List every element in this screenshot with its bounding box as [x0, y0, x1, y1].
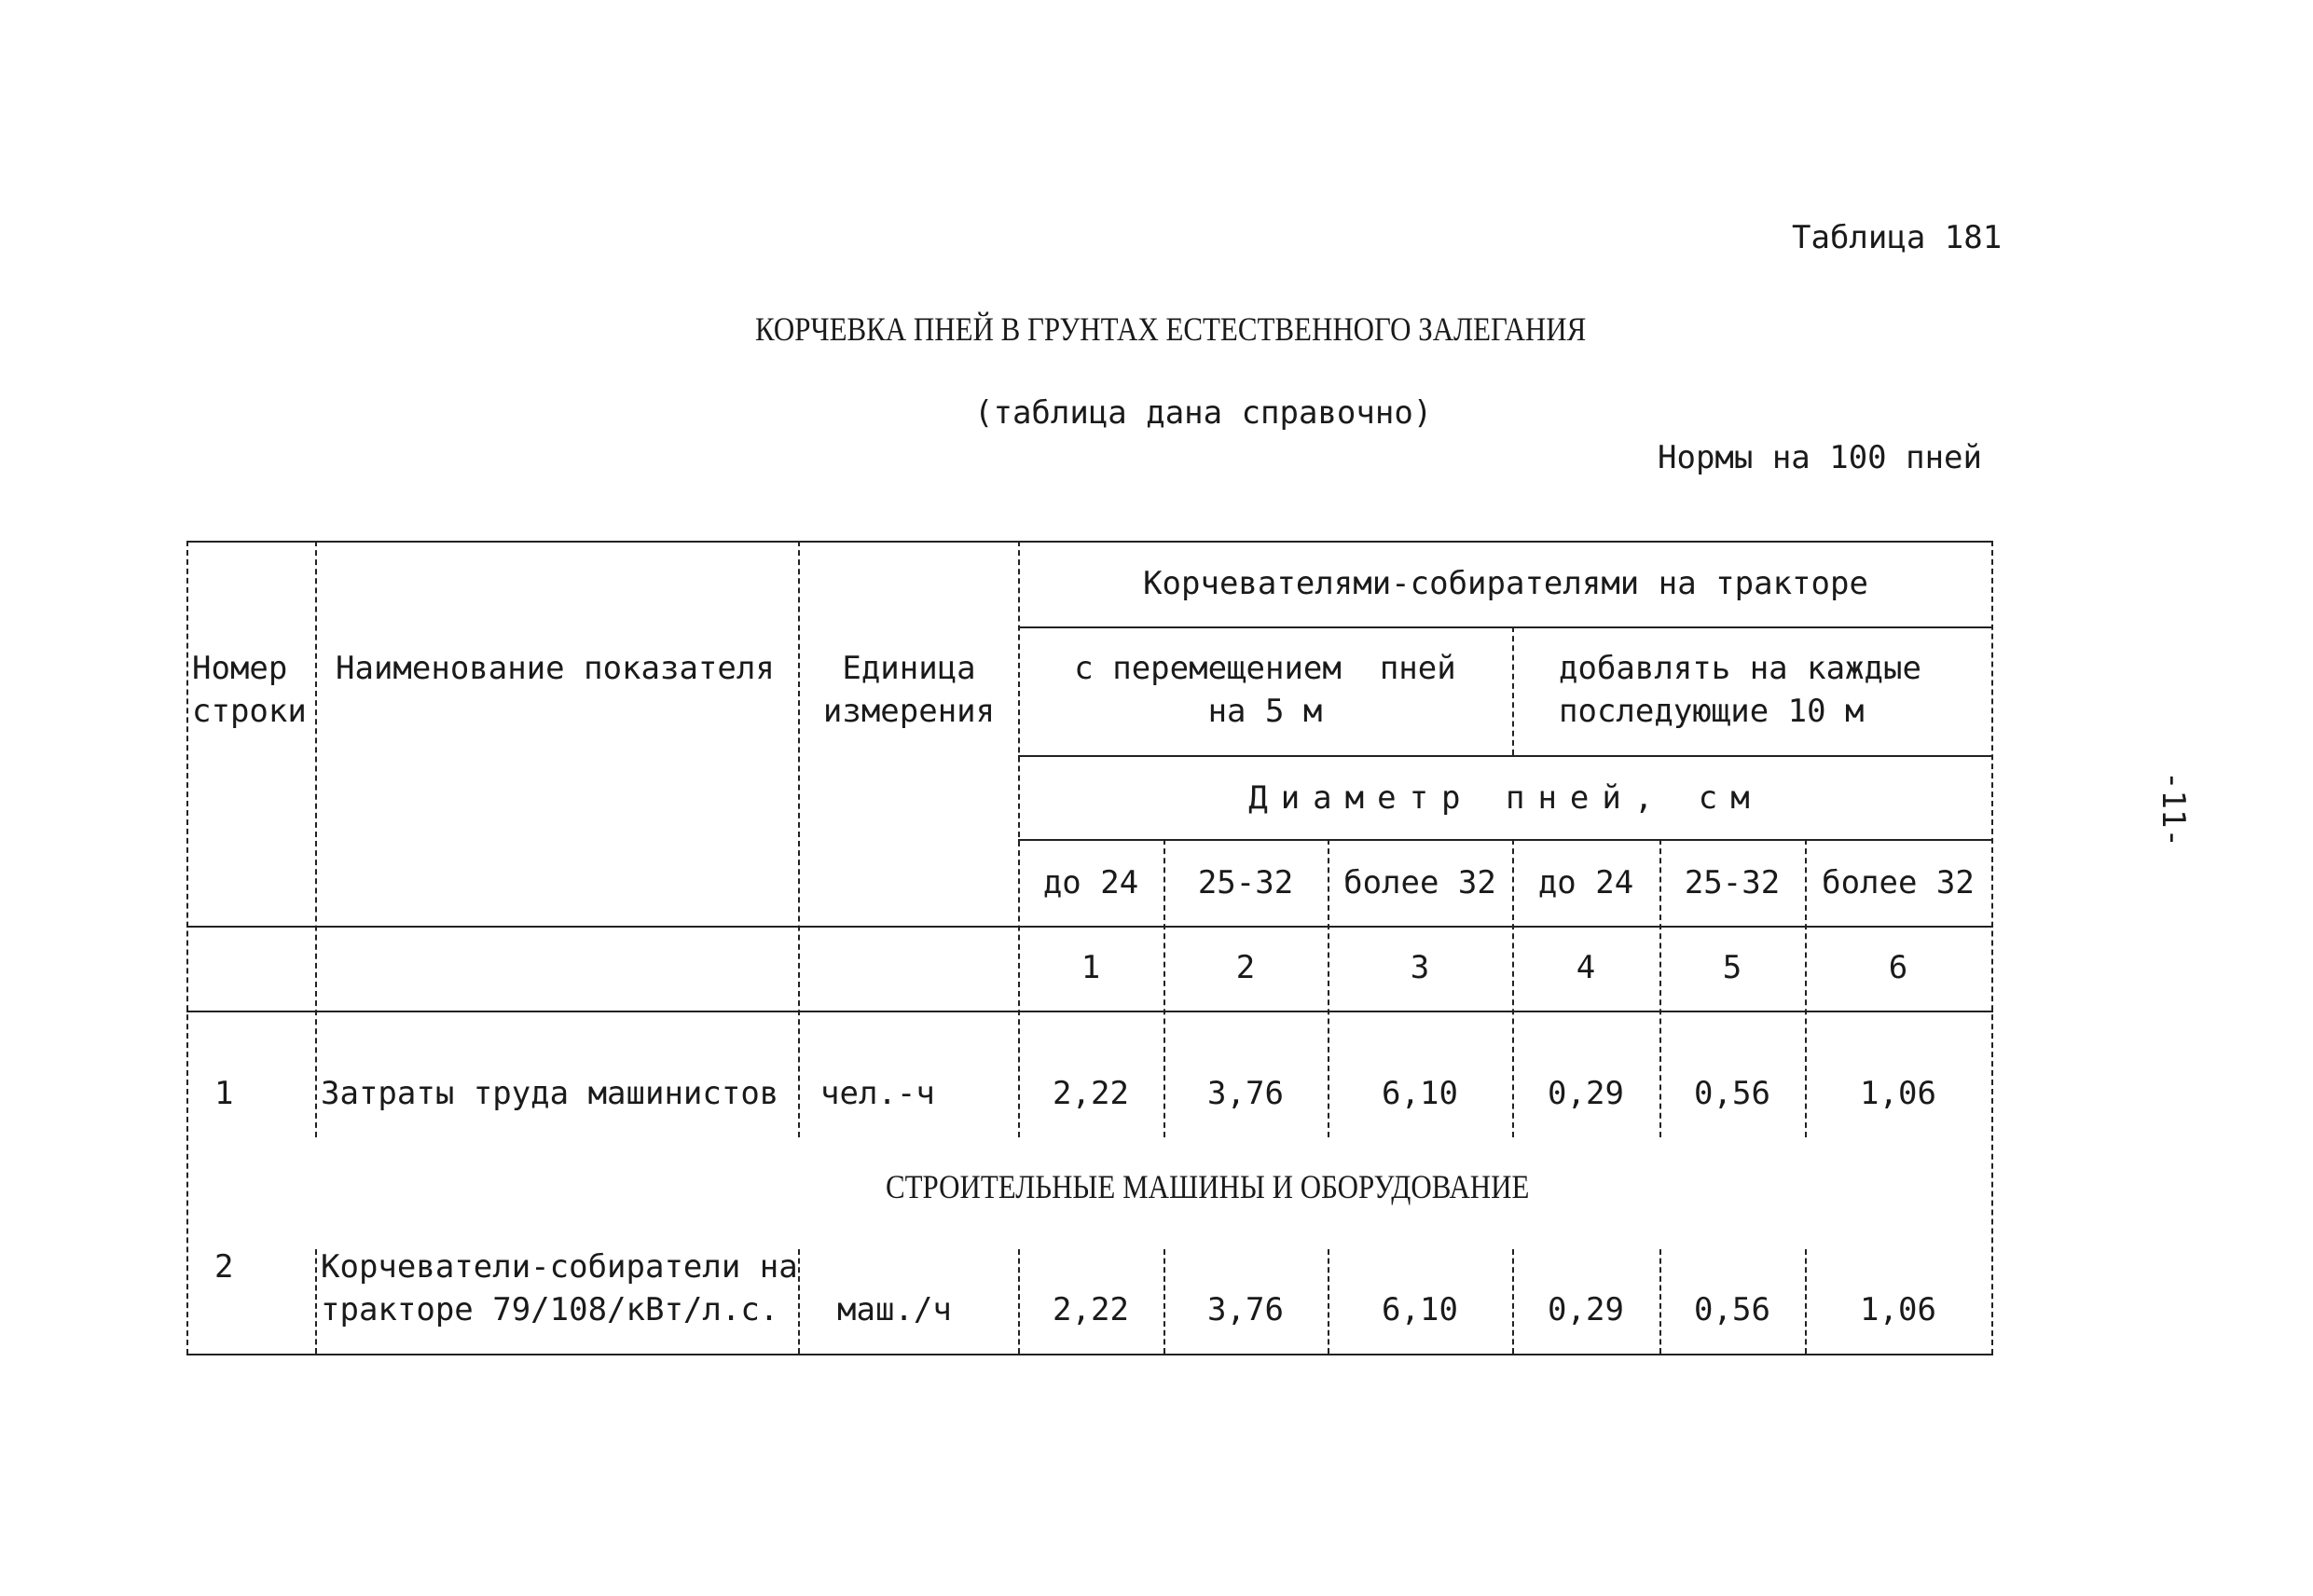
- row-value-2: 3,76: [1207, 1291, 1284, 1328]
- group-header: Корчевателями-собирателями на тракторе: [1143, 565, 1868, 602]
- subgroup-header-2-line2: последующие 10 м: [1559, 693, 1865, 730]
- diameter-col-2: 25-32: [1197, 864, 1294, 901]
- diameter-col-6: более 32: [1822, 864, 1975, 901]
- col-divider-3: [1018, 541, 1020, 1137]
- row-number: 1: [214, 1075, 234, 1112]
- row-value-2: 3,76: [1207, 1075, 1284, 1112]
- row-value-5: 0,56: [1694, 1291, 1770, 1328]
- col-divider-2: [798, 541, 800, 1137]
- col-number-1: 1: [1081, 949, 1101, 986]
- row-unit: маш./ч: [837, 1291, 952, 1328]
- diameter-col-5: 25-32: [1684, 864, 1781, 901]
- col-number-2: 2: [1235, 949, 1256, 986]
- col-divider-2b: [798, 1249, 800, 1354]
- col-number-4: 4: [1576, 949, 1596, 986]
- col-number-3: 3: [1410, 949, 1430, 986]
- document-subtitle: (таблица дана справочно): [974, 394, 1433, 432]
- table-border-left: [186, 541, 188, 1355]
- norms-label: Нормы на 100 пней: [1658, 439, 1982, 476]
- column-numbers-bottom-line: [186, 1011, 1993, 1012]
- header-unit-line2: измерения: [822, 693, 996, 730]
- row-value-1: 2,22: [1053, 1291, 1129, 1328]
- row-value-3: 6,10: [1382, 1291, 1458, 1328]
- col-divider-1b: [315, 1249, 317, 1354]
- page-number: -11-: [2154, 771, 2192, 847]
- table-border-bottom: [186, 1354, 1993, 1355]
- subgroup-header-2-line1: добавлять на каждые: [1559, 650, 1921, 687]
- col-number-5: 5: [1722, 949, 1742, 986]
- subgroup-header-2: [1559, 647, 1921, 733]
- table-border-top: [186, 541, 1993, 543]
- row-number: 2: [214, 1248, 234, 1286]
- row-unit: чел.-ч: [820, 1075, 935, 1112]
- row-value-1: 2,22: [1053, 1075, 1129, 1112]
- header-row-number-line2: строки: [192, 693, 307, 730]
- subgroup-header-1: [1018, 647, 1512, 733]
- subgroup-header-1-line2: на 5 м: [1207, 693, 1323, 730]
- subgroup-divider: [1018, 755, 1993, 757]
- diameter-header: Диаметр пней, см: [1248, 779, 1763, 817]
- row-indicator-name-line2: тракторе 79/108/кВт/л.с.: [321, 1291, 779, 1328]
- row-value-6: 1,06: [1860, 1291, 1936, 1328]
- table-label: Таблица 181: [1792, 219, 2003, 256]
- row-indicator-name: Затраты труда машинистов: [321, 1075, 779, 1112]
- header-unit-line1: Единица: [842, 650, 976, 687]
- diameter-col-4: до 24: [1537, 864, 1634, 901]
- header-unit: [820, 647, 998, 733]
- row-value-4: 0,29: [1548, 1075, 1624, 1112]
- document-title: КОРЧЕВКА ПНЕЙ В ГРУНТАХ ЕСТЕСТВЕННОГО ЗАЛЕГАНИЯ: [755, 310, 1587, 348]
- row-value-6: 1,06: [1860, 1075, 1936, 1112]
- col-number-6: 6: [1888, 949, 1908, 986]
- row-value-3: 6,10: [1382, 1075, 1458, 1112]
- diameter-col-1: до 24: [1042, 864, 1139, 901]
- row-value-5: 0,56: [1694, 1075, 1770, 1112]
- row-indicator-name-line1: Корчеватели-собиратели на: [321, 1248, 798, 1286]
- subgroup-vertical: [1512, 626, 1514, 755]
- row-indicator-name: [321, 1245, 798, 1331]
- header-indicator-name: Наименование показателя: [336, 650, 775, 687]
- subgroup-header-1-line1: с перемещением пней: [1074, 650, 1456, 687]
- table-border-right: [1991, 541, 1993, 1355]
- diameter-col-3: более 32: [1343, 864, 1496, 901]
- col-divider-1: [315, 541, 317, 1137]
- header-row-number: [192, 647, 307, 733]
- group-header-divider: [1018, 626, 1993, 628]
- row-value-4: 0,29: [1548, 1291, 1624, 1328]
- header-bottom-line: [186, 926, 1993, 928]
- header-row-number-line1: Номер: [192, 650, 288, 687]
- section-title: СТРОИТЕЛЬНЫЕ МАШИНЫ И ОБОРУДОВАНИЕ: [886, 1168, 1530, 1205]
